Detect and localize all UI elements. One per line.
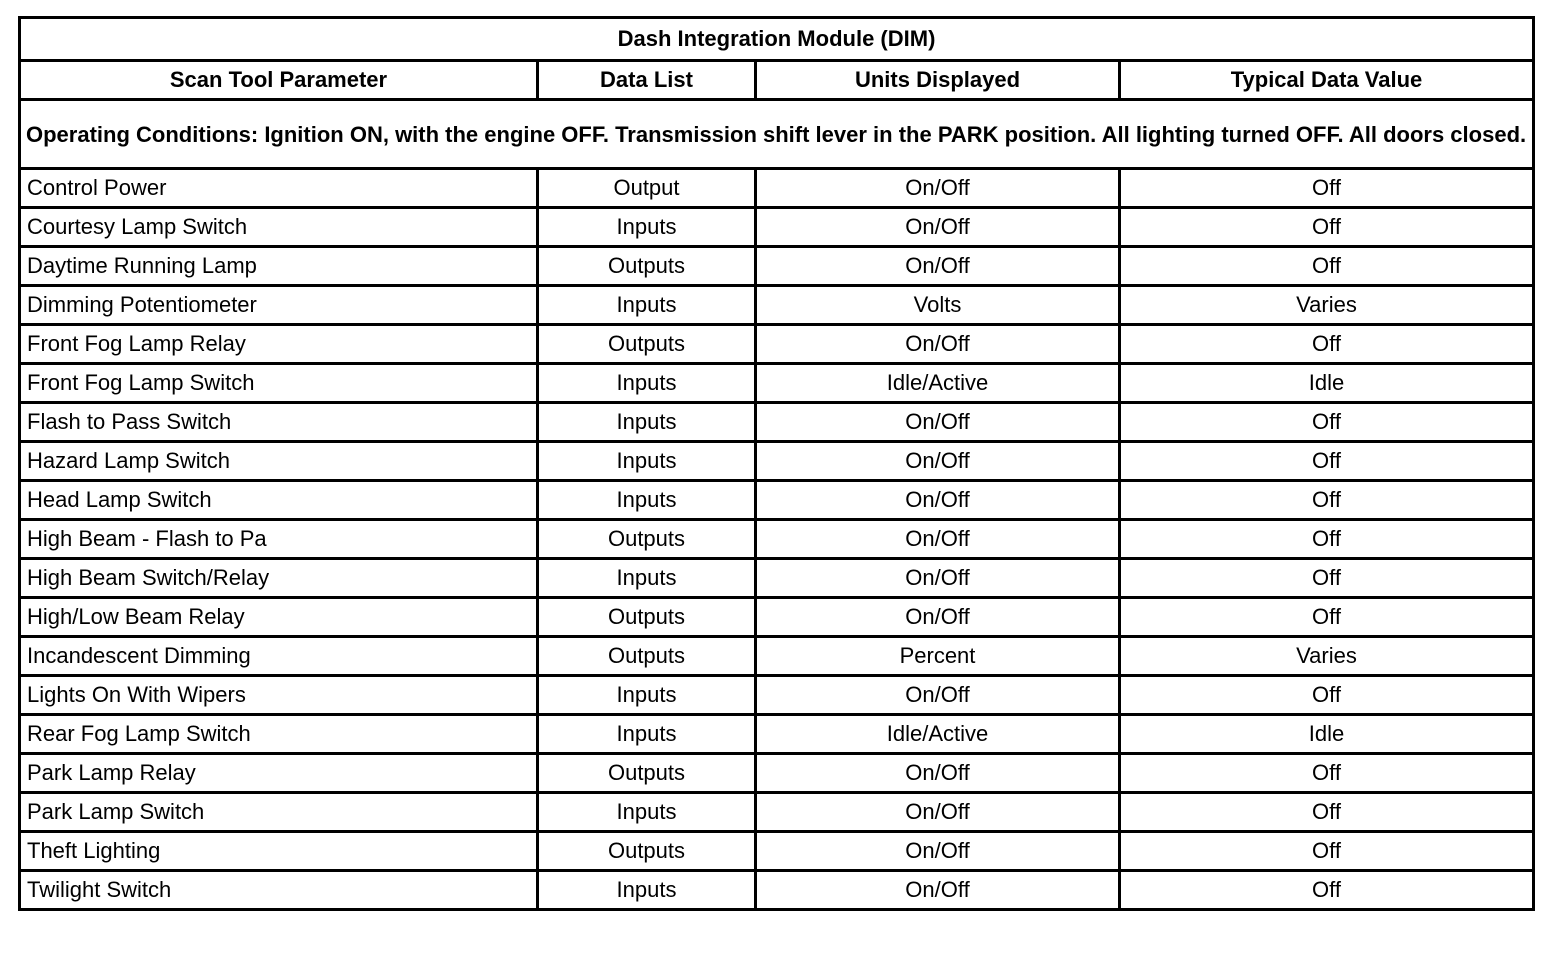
parameter-cell: Rear Fog Lamp Switch	[20, 715, 538, 754]
operating-conditions: Operating Conditions: Ignition ON, with the engine OFF. Transmission shift lever in the PARK position. All lighting turned OFF. All doors closed.	[20, 100, 1534, 169]
parameter-cell: Head Lamp Switch	[20, 481, 538, 520]
data-list-cell: Outputs	[538, 598, 756, 637]
parameter-cell: Hazard Lamp Switch	[20, 442, 538, 481]
typical-value-cell: Off	[1120, 871, 1534, 910]
typical-value-cell: Off	[1120, 481, 1534, 520]
units-cell: On/Off	[756, 754, 1120, 793]
typical-value-cell: Off	[1120, 442, 1534, 481]
units-cell: Idle/Active	[756, 364, 1120, 403]
table-row	[20, 208, 1534, 247]
units-cell: Percent	[756, 637, 1120, 676]
table-title: Dash Integration Module (DIM)	[20, 18, 1534, 61]
data-list-cell: Outputs	[538, 832, 756, 871]
parameter-cell: Park Lamp Relay	[20, 754, 538, 793]
parameter-cell: Courtesy Lamp Switch	[20, 208, 538, 247]
data-list-cell: Inputs	[538, 793, 756, 832]
table-row	[20, 676, 1534, 715]
operating-conditions-row	[20, 100, 1534, 169]
table-row	[20, 169, 1534, 208]
table-row	[20, 520, 1534, 559]
parameter-cell: Theft Lighting	[20, 832, 538, 871]
data-list-cell: Inputs	[538, 715, 756, 754]
table-row	[20, 715, 1534, 754]
units-cell: On/Off	[756, 442, 1120, 481]
parameter-cell: High/Low Beam Relay	[20, 598, 538, 637]
units-cell: On/Off	[756, 247, 1120, 286]
typical-value-cell: Idle	[1120, 364, 1534, 403]
parameter-cell: Incandescent Dimming	[20, 637, 538, 676]
table-row	[20, 364, 1534, 403]
typical-value-cell: Off	[1120, 325, 1534, 364]
column-header-data-list: Data List	[538, 61, 756, 100]
table-row	[20, 832, 1534, 871]
data-list-cell: Inputs	[538, 559, 756, 598]
parameter-cell: Front Fog Lamp Switch	[20, 364, 538, 403]
units-cell: On/Off	[756, 559, 1120, 598]
units-cell: On/Off	[756, 325, 1120, 364]
data-list-cell: Inputs	[538, 286, 756, 325]
units-cell: On/Off	[756, 403, 1120, 442]
units-cell: On/Off	[756, 520, 1120, 559]
table-row	[20, 637, 1534, 676]
table-row	[20, 559, 1534, 598]
units-cell: On/Off	[756, 871, 1120, 910]
units-cell: On/Off	[756, 169, 1120, 208]
typical-value-cell: Off	[1120, 676, 1534, 715]
units-cell: On/Off	[756, 208, 1120, 247]
parameter-cell: High Beam Switch/Relay	[20, 559, 538, 598]
data-list-cell: Outputs	[538, 247, 756, 286]
table-row	[20, 481, 1534, 520]
parameter-cell: Flash to Pass Switch	[20, 403, 538, 442]
typical-value-cell: Off	[1120, 832, 1534, 871]
table-row	[20, 598, 1534, 637]
data-list-cell: Output	[538, 169, 756, 208]
parameter-cell: Lights On With Wipers	[20, 676, 538, 715]
units-cell: On/Off	[756, 832, 1120, 871]
typical-value-cell: Off	[1120, 208, 1534, 247]
units-cell: On/Off	[756, 676, 1120, 715]
parameter-cell: Park Lamp Switch	[20, 793, 538, 832]
data-list-cell: Inputs	[538, 403, 756, 442]
typical-value-cell: Off	[1120, 598, 1534, 637]
units-cell: On/Off	[756, 793, 1120, 832]
units-cell: Volts	[756, 286, 1120, 325]
table-row	[20, 793, 1534, 832]
table-row	[20, 403, 1534, 442]
table-header-row	[20, 61, 1534, 100]
data-list-cell: Inputs	[538, 442, 756, 481]
typical-value-cell: Varies	[1120, 637, 1534, 676]
parameter-cell: Daytime Running Lamp	[20, 247, 538, 286]
column-header-units: Units Displayed	[756, 61, 1120, 100]
table-row	[20, 754, 1534, 793]
table-row	[20, 442, 1534, 481]
table-row	[20, 247, 1534, 286]
typical-value-cell: Off	[1120, 247, 1534, 286]
data-list-cell: Outputs	[538, 637, 756, 676]
data-list-cell: Inputs	[538, 364, 756, 403]
table-row	[20, 325, 1534, 364]
units-cell: Idle/Active	[756, 715, 1120, 754]
units-cell: On/Off	[756, 598, 1120, 637]
data-list-cell: Inputs	[538, 208, 756, 247]
typical-value-cell: Off	[1120, 754, 1534, 793]
table-row	[20, 286, 1534, 325]
units-cell: On/Off	[756, 481, 1120, 520]
column-header-typical-value: Typical Data Value	[1120, 61, 1534, 100]
column-header-parameter: Scan Tool Parameter	[20, 61, 538, 100]
data-list-cell: Outputs	[538, 325, 756, 364]
typical-value-cell: Off	[1120, 403, 1534, 442]
table-row	[20, 871, 1534, 910]
data-list-cell: Inputs	[538, 871, 756, 910]
data-list-cell: Inputs	[538, 481, 756, 520]
typical-value-cell: Off	[1120, 559, 1534, 598]
dim-data-table	[18, 16, 1535, 911]
data-list-cell: Outputs	[538, 754, 756, 793]
parameter-cell: Twilight Switch	[20, 871, 538, 910]
parameter-cell: Front Fog Lamp Relay	[20, 325, 538, 364]
data-list-cell: Inputs	[538, 676, 756, 715]
table-title-row	[20, 18, 1534, 61]
parameter-cell: Dimming Potentiometer	[20, 286, 538, 325]
typical-value-cell: Off	[1120, 169, 1534, 208]
data-list-cell: Outputs	[538, 520, 756, 559]
parameter-cell: High Beam - Flash to Pa	[20, 520, 538, 559]
parameter-cell: Control Power	[20, 169, 538, 208]
typical-value-cell: Varies	[1120, 286, 1534, 325]
typical-value-cell: Off	[1120, 520, 1534, 559]
typical-value-cell: Off	[1120, 793, 1534, 832]
typical-value-cell: Idle	[1120, 715, 1534, 754]
